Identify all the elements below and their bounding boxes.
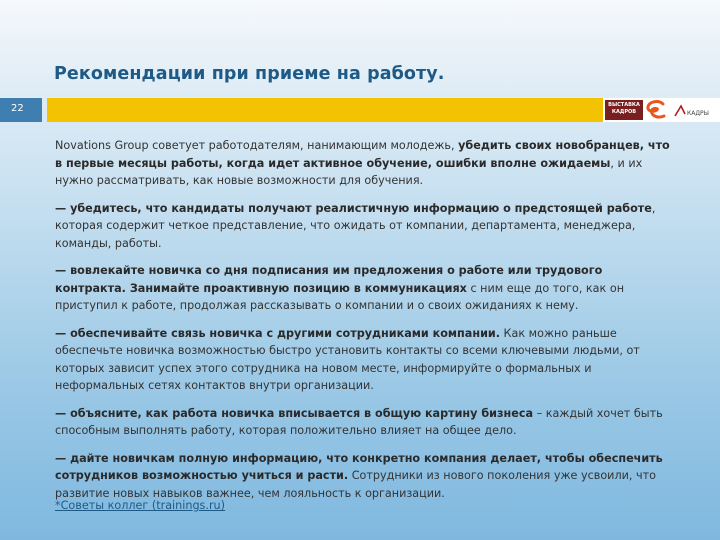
paragraph-growth-info-rest: Сотрудники из нового поколения уже усвоили, что развитие новых навыков важнее, чем лояльность к организации.	[55, 469, 656, 500]
exhibition-logo	[605, 100, 643, 120]
paragraph-growth-info-bold: — дайте новичкам полную информацию, что конкретно компания делает, чтобы обеспечить сотрудников возможностью учиться и расти.	[55, 451, 663, 482]
accent-bar	[47, 98, 603, 122]
paragraph-intro	[55, 137, 675, 190]
svg-text:КАДРЫ: КАДРЫ	[687, 110, 709, 117]
main-content	[55, 137, 675, 512]
paragraph-realistic-info	[55, 200, 675, 253]
paragraph-connections-rest: Как можно раньше обеспечьте новичка возможностью быстро установить контакты со всеми ключевыми людьми, от которых зависит успех этого сотрудника на новом месте, информируйте о формальных и неформальных сетях контактов внутри организации.	[55, 326, 640, 392]
paragraph-engage-newcomer	[55, 262, 675, 315]
orange-swirl-logo-icon	[645, 100, 667, 120]
paragraph-intro-text: Novations Group советует работодателям, нанимающим молодежь,	[55, 139, 459, 152]
paragraph-business-picture-rest: – каждый хочет быть способным выполнять работу, которая положительно влияет на общее дело.	[55, 406, 663, 437]
exhibition-logo-text: ВЫСТАВКА КАДРОВ	[608, 102, 640, 115]
paragraph-realistic-info-rest: , которая содержит четкое представление, что ожидать от компании, департамента, менеджера, команды, работы.	[55, 201, 656, 250]
page-number-box	[0, 98, 42, 122]
paragraph-growth-info	[55, 450, 675, 503]
logo-strip	[603, 98, 720, 122]
paragraph-connections-bold: — обеспечивайте связь новичка с другими сотрудниками компании.	[55, 326, 500, 340]
paragraph-intro-bold: убедить своих новобранцев, что в первые месяцы работы, когда идет активное обучение, ошибки вполне ожидаемы	[55, 139, 670, 170]
source-link[interactable]: *Советы коллег (trainings.ru)	[55, 499, 225, 512]
paragraph-connections	[55, 325, 675, 395]
paragraph-engage-newcomer-rest: с ним еще до того, как он приступил к работе, продолжая рассказывать о компании и о своих ожиданиях к нему.	[55, 281, 625, 312]
page-number: 22	[11, 103, 24, 114]
kadry-logo-icon	[671, 102, 719, 120]
paragraph-business-picture-bold: — объясните, как работа новичка вписывается в общую картину бизнеса	[55, 406, 534, 420]
paragraph-engage-newcomer-bold: — вовлекайте новичка со дня подписания им предложения о работе или трудового контракта. Занимайте проактивную позицию в коммуникациях	[55, 264, 603, 295]
paragraph-intro-rest: , и их нужно рассматривать, как новые возможности для обучения.	[55, 156, 643, 187]
paragraph-business-picture	[55, 405, 675, 440]
slide-title: Рекомендации при приеме на работу.	[54, 64, 445, 84]
paragraph-realistic-info-bold: — убедитесь, что кандидаты получают реалистичную информацию о предстоящей работе	[55, 201, 652, 215]
